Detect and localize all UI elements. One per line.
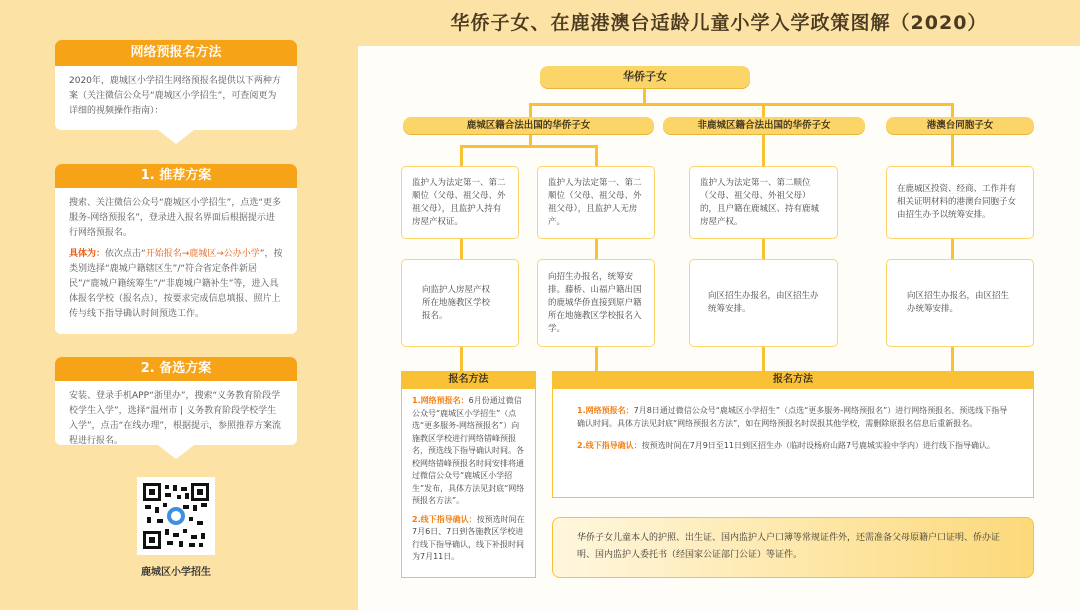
method1-step2-label: 2.线下指导确认： xyxy=(412,514,477,524)
method-heading-2: 报名方法 xyxy=(552,371,1034,389)
method2-step1-label: 1.网络预报名： xyxy=(577,406,634,415)
alternative-plan-body: 安装、登录手机APP“浙里办”，搜索“义务教育阶段学校学生入学”，选择“温州市 | 义务教育阶段学校学生入学”，点击“在线办理”，根据提示，参照推荐方案流程进行报名。 xyxy=(55,381,297,445)
qr-code-icon xyxy=(143,483,209,549)
method1-step1-text: 6月份通过微信公众号“鹿城区小学招生”（点选“更多服务-网络预报名”）向施教区学校进行网络错峰预报名，预选线下指导确认时间。各校网络错峰预报名时间安排将通过微信公众号“鹿城区小学招生”发布，具体方法见封底“网络预报名方法”。 xyxy=(412,396,525,505)
connector xyxy=(460,346,463,371)
method1-step1-label: 1.网络预报名： xyxy=(412,396,469,405)
condition-non-lucheng: 监护人为法定第一、第二顺位（父母、祖父母、外祖父母）的，且户籍在鹿城区、持有鹿城房屋产权。 xyxy=(689,166,838,239)
recommended-plan-heading: 1. 推荐方案 xyxy=(55,164,297,188)
connector xyxy=(643,88,646,104)
condition-hk-macao-taiwan: 在鹿城区投资、经商、工作并有相关证明材料的港澳台同胞子女由招生办予以统筹安排。 xyxy=(886,166,1034,239)
online-registration-heading: 网络预报名方法 xyxy=(55,40,297,66)
connector xyxy=(951,103,954,117)
root-overseas-chinese-children: 华侨子女 xyxy=(540,66,750,88)
condition-no-property: 监护人为法定第一、第二顺位（父母、祖父母、外祖父母），且监护人无房产。 xyxy=(537,166,655,239)
connector xyxy=(762,103,765,117)
connector xyxy=(595,238,598,260)
method-body-1 xyxy=(401,389,536,578)
qr-code xyxy=(137,477,215,555)
alternative-plan-heading: 2. 备选方案 xyxy=(55,357,297,381)
detail-label: 具体为： xyxy=(69,249,106,259)
method-heading-1: 报名方法 xyxy=(401,371,536,389)
connector xyxy=(529,103,953,106)
recommended-plan-step: 搜索、关注微信公众号“鹿城区小学招生”，点选“更多服务-网络预报名”，登录进入报名界面后根据提示进行网络预报名。 xyxy=(69,198,281,238)
down-arrow-icon xyxy=(158,445,194,459)
required-documents-note: 华侨子女儿童本人的护照、出生证、国内监护人户口簿等常规证件外，还需准备父母原籍户口证明、侨办证明、国内监护人委托书（经国家公证部门公证）等证件。 xyxy=(552,517,1034,578)
online-registration-intro: 2020年，鹿城区小学招生网络预报名提供以下两种方案（关注微信公众号“鹿城区小学招生”，可查阅更为详细的视频操作指南）： xyxy=(55,66,297,130)
method2-step1-text: 7月8日通过微信公众号“鹿城区小学招生”（点选“更多服务-网络预报名”）进行网络预报名、预选线下指导确认时间。具体方法见封底“网络预报名方法”，如在网络预报名时误报其他学校，需删除原报名信息后重新报名。 xyxy=(577,406,1008,428)
recommended-plan-detail xyxy=(69,247,283,322)
method-body-2 xyxy=(552,389,1034,498)
connector xyxy=(951,134,954,167)
method1-step2-text: 按预选时间在7月6日、7日到各施教区学校进行线下指导确认，线下补报时间为7月11日。 xyxy=(412,514,525,561)
connector xyxy=(762,134,765,167)
connector xyxy=(762,238,765,260)
category-non-lucheng: 非鹿城区籍合法出国的华侨子女 xyxy=(663,117,865,134)
qr-label: 鹿城区小学招生 xyxy=(141,567,211,578)
category-lucheng-registered: 鹿城区籍合法出国的华侨子女 xyxy=(403,117,654,134)
page-title: 华侨子女、在鹿港澳台适龄儿童小学入学政策图解（2020） xyxy=(450,12,988,34)
action-district-office-hmt: 向区招生办报名，由区招生办统筹安排。 xyxy=(886,259,1034,347)
method2-step2-label: 2.线下指导确认： xyxy=(577,441,642,450)
condition-has-property: 监护人为法定第一、第二顺位（父母、祖父母、外祖父母），且监护人持有房屋产权证。 xyxy=(401,166,519,239)
action-enrollment-office: 向招生办报名，统筹安排。藤桥、山福户籍出国的鹿城华侨直接到原户籍所在地施教区学校报名入学。 xyxy=(537,259,655,347)
detail-pre: 依次点击“ xyxy=(105,249,146,259)
connector xyxy=(460,145,463,167)
method1-step2 xyxy=(412,514,525,564)
down-arrow-icon xyxy=(158,130,194,144)
detail-post: ”，按类别选择“鹿城户籍辖区生”/“符合省定条件新居民”/“鹿城户籍统筹生”/“非鹿城户籍补生”等，进入具体报名学校（报名点），按要求完成信息填报、照片上传与线下指导确认时间预选工作。 xyxy=(69,249,283,319)
category-hk-macao-taiwan: 港澳台同胞子女 xyxy=(886,117,1034,134)
method1-step1 xyxy=(412,395,525,508)
method2-step2-text: 按预选时间在7月9日至11日到区招生办（临时设杨府山路7号鹿城实验中学内）进行线下指导确认。 xyxy=(641,441,996,450)
recommended-plan-body xyxy=(55,188,297,334)
connector xyxy=(460,238,463,260)
connector xyxy=(595,346,598,372)
connector xyxy=(951,346,954,372)
connector xyxy=(762,346,765,372)
connector xyxy=(595,145,598,167)
detail-path: 开始报名→鹿城区→公办小学 xyxy=(145,249,260,259)
action-school-district: 向监护人房屋产权所在地施教区学校报名。 xyxy=(401,259,519,347)
connector xyxy=(529,103,532,117)
method2-step1 xyxy=(577,405,1009,430)
action-district-office: 向区招生办报名，由区招生办统筹安排。 xyxy=(689,259,838,347)
connector xyxy=(951,238,954,260)
method2-step2 xyxy=(577,440,1009,453)
connector xyxy=(460,145,598,148)
